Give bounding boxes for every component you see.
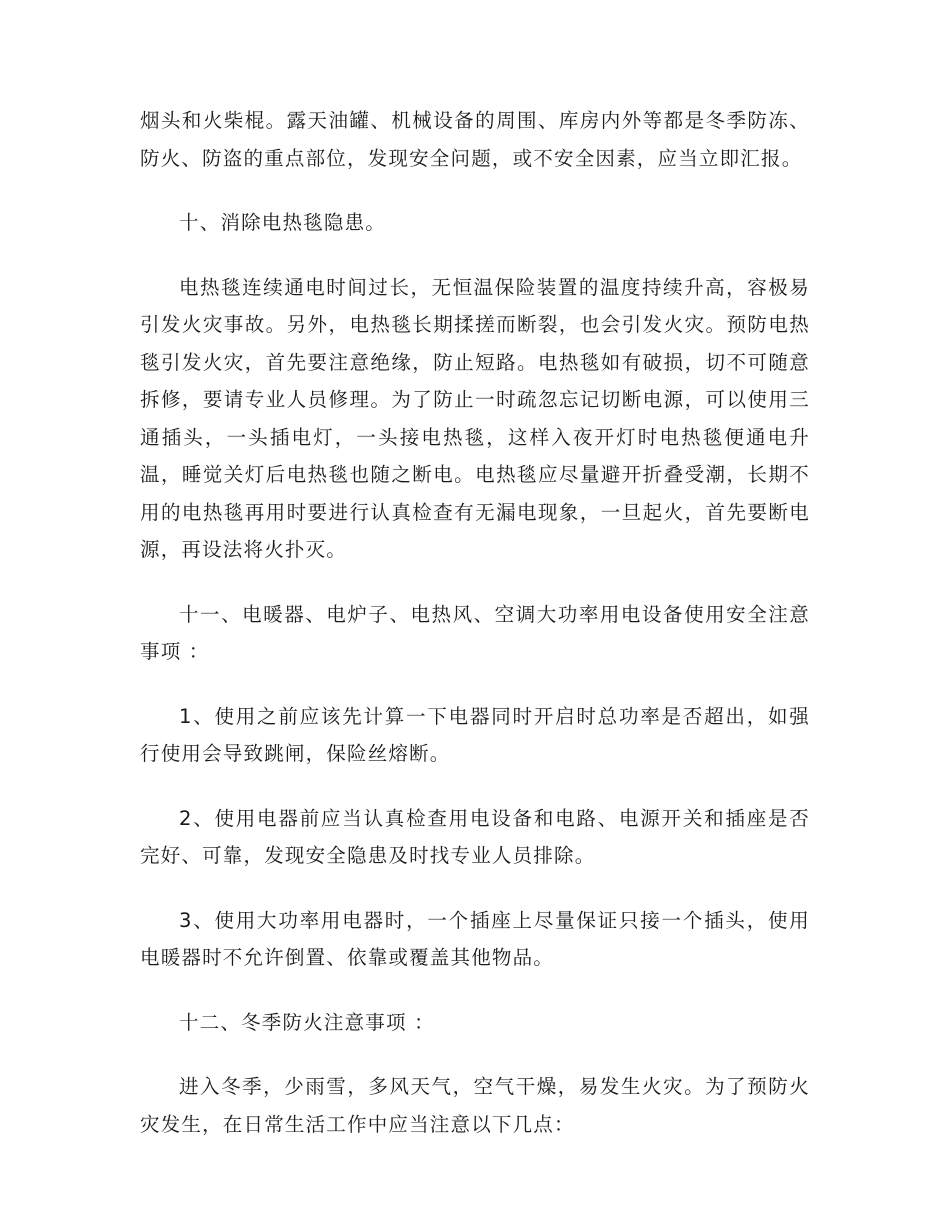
paragraph-winter-fire: 进入冬季，少雨雪，多风天气，空气干燥，易发生火灾。为了预防火灾发生，在日常生活工作中应当注意以下几点： <box>140 1075 810 1136</box>
section-heading-10: 十、消除电热毯隐患。 <box>179 211 387 234</box>
list-item-2: 2、使用电器前应当认真检查用电设备和电路、电源开关和插座是否完好、可靠，发现安全隐患及时找专业人员排除。 <box>140 806 810 867</box>
list-item-3: 3、使用大功率用电器时，一个插座上尽量保证只接一个插头，使用电暖器时不允许倒置、依靠或覆盖其他物品。 <box>140 908 810 969</box>
paragraph-electric-blanket: 电热毯连续通电时间过长，无恒温保险装置的温度持续升高，容极易引发火灾事故。另外，电热毯长期揉搓而断裂，也会引发火灾。预防电热毯引发火灾，首先要注意绝缘，防止短路。电热毯如有破损，切不可随意拆修，要请专业人员修理。为了防止一时疏忽忘记切断电源，可以使用三通插头，一头插电灯，一头接电热毯，这样入夜开灯时电热毯便通电升温，睡觉关灯后电热毯也随之断电。电热毯应尽量避开折叠受潮，长期不用的电热毯再用时要进行认真检查有无漏电现象，一旦起火，首先要断电源，再设法将火扑灭。 <box>140 275 810 561</box>
section-heading-11: 十一、电暖器、电炉子、电热风、空调大功率用电设备使用安全注意事项 ： <box>140 602 810 663</box>
document-body <box>140 102 810 1170</box>
paragraph-continuation: 烟头和火柴棍。露天油罐、机械设备的周围、库房内外等都是冬季防冻、防火、防盗的重点部位，发现安全问题，或不安全因素，应当立即汇报。 <box>140 109 810 170</box>
section-heading-12: 十二、冬季防火注意事项 ： <box>179 1010 435 1034</box>
list-item-1: 1、使用之前应该先计算一下电器同时开启时总功率是否超出，如强行使用会导致跳闸，保险丝熔断。 <box>140 704 810 765</box>
